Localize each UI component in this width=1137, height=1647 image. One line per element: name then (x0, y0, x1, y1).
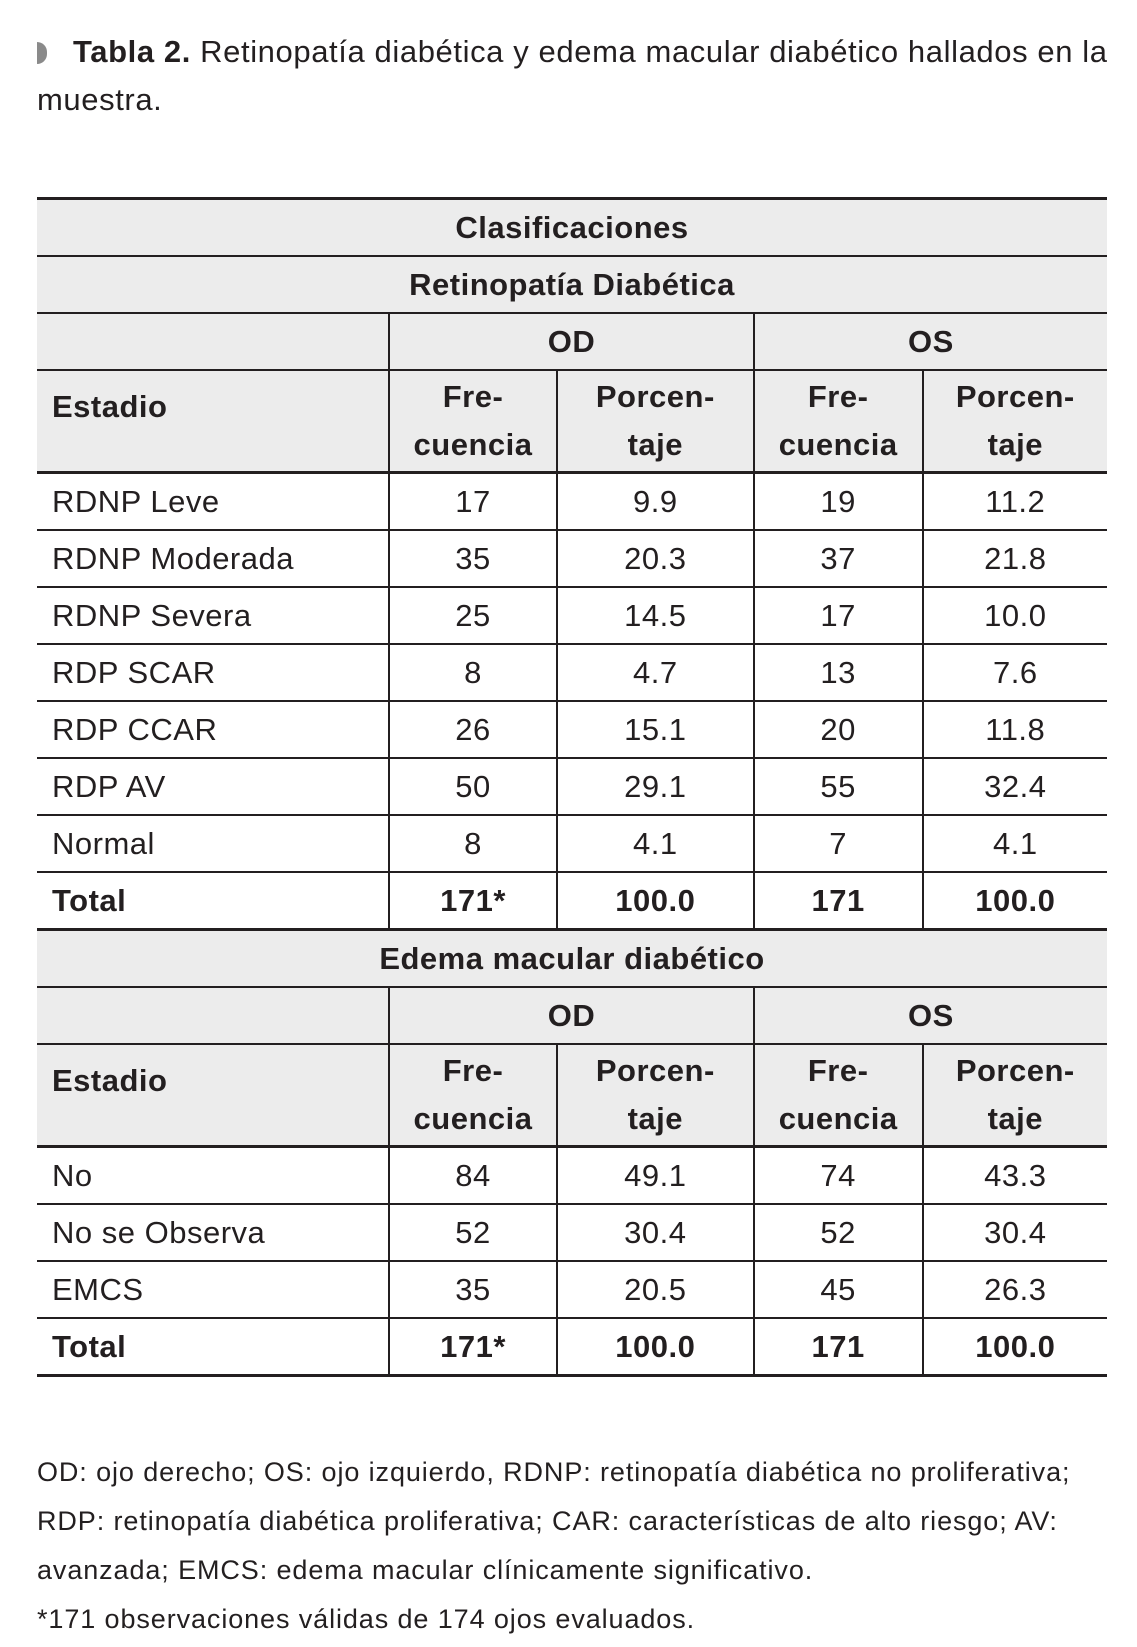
header-line-2: taje (627, 427, 684, 462)
total-os-frequency: 171 (754, 1318, 923, 1376)
column-header-row (37, 370, 1107, 473)
table-row (37, 644, 1107, 701)
column-header-os-frequency (754, 370, 923, 473)
total-od-frequency: 171* (389, 1318, 557, 1376)
column-header-od-percentage (557, 1044, 754, 1147)
header-line-1: Porcen- (955, 379, 1075, 414)
cell-od-percentage: 20.5 (557, 1261, 754, 1318)
section-title-row (37, 256, 1107, 313)
cell-od-percentage: 29.1 (557, 758, 754, 815)
cell-od-percentage: 14.5 (557, 587, 754, 644)
table-footnotes (37, 1448, 1109, 1644)
total-od-percentage: 100.0 (557, 872, 754, 930)
header-line-1: Porcen- (595, 1053, 715, 1088)
header-line-2: taje (987, 427, 1043, 462)
cell-od-percentage: 49.1 (557, 1147, 754, 1205)
total-row (37, 1318, 1107, 1376)
total-od-frequency: 171* (389, 872, 557, 930)
section-title-row (37, 930, 1107, 988)
cell-os-percentage: 7.6 (923, 644, 1107, 701)
group-header-od: OD (389, 987, 754, 1044)
column-header-os-percentage (923, 370, 1107, 473)
cell-os-frequency: 17 (754, 587, 923, 644)
column-header-row (37, 1044, 1107, 1147)
cell-os-percentage: 10.0 (923, 587, 1107, 644)
cell-os-percentage: 43.3 (923, 1147, 1107, 1205)
total-os-percentage: 100.0 (923, 1318, 1107, 1376)
row-label: RDP SCAR (52, 654, 216, 690)
cell-od-frequency: 25 (389, 587, 557, 644)
caption-text: Retinopatía diabética y edema macular diabético hallados en la muestra. (37, 34, 1108, 117)
column-header-os-frequency (754, 1044, 923, 1147)
group-header-os: OS (754, 987, 1107, 1044)
cell-os-percentage: 11.2 (923, 473, 1107, 531)
total-od-percentage: 100.0 (557, 1318, 754, 1376)
group-header-row (37, 313, 1107, 370)
header-line-1: Fre- (807, 1053, 869, 1088)
table-row (37, 758, 1107, 815)
cell-os-frequency: 45 (754, 1261, 923, 1318)
table-row (37, 587, 1107, 644)
cell-os-frequency: 20 (754, 701, 923, 758)
column-header-od-frequency (389, 370, 557, 473)
table-header: Clasificaciones (37, 199, 1107, 257)
table-row (37, 701, 1107, 758)
column-header-od-percentage (557, 370, 754, 473)
header-line-2: cuencia (778, 1101, 898, 1136)
cell-os-percentage: 26.3 (923, 1261, 1107, 1318)
header-line-1: Fre- (442, 1053, 504, 1088)
cell-od-frequency: 8 (389, 815, 557, 872)
table-header-row (37, 199, 1107, 257)
row-label: Normal (52, 825, 155, 861)
cell-os-frequency: 52 (754, 1204, 923, 1261)
cell-od-percentage: 20.3 (557, 530, 754, 587)
group-header-od: OD (389, 313, 754, 370)
cell-od-frequency: 17 (389, 473, 557, 531)
table-row (37, 473, 1107, 531)
caption-bullet-icon (37, 42, 47, 64)
cell-od-percentage: 15.1 (557, 701, 754, 758)
header-line-2: cuencia (778, 427, 898, 462)
header-line-2: taje (987, 1101, 1043, 1136)
group-header-spacer (37, 313, 389, 370)
header-line-2: cuencia (413, 1101, 533, 1136)
stage-column-header: Estadio (37, 1044, 389, 1147)
table-row (37, 1204, 1107, 1261)
header-line-1: Porcen- (595, 379, 715, 414)
cell-os-percentage: 4.1 (923, 815, 1107, 872)
cell-od-frequency: 35 (389, 1261, 557, 1318)
total-label: Total (52, 1328, 127, 1364)
cell-od-frequency: 26 (389, 701, 557, 758)
row-label: RDNP Moderada (52, 540, 294, 576)
cell-od-frequency: 84 (389, 1147, 557, 1205)
group-header-os: OS (754, 313, 1107, 370)
section-title: Retinopatía Diabética (37, 256, 1107, 313)
row-label: No se Observa (52, 1214, 266, 1250)
cell-od-frequency: 35 (389, 530, 557, 587)
total-row (37, 872, 1107, 930)
results-table (37, 197, 1107, 1377)
total-label: Total (52, 882, 127, 918)
cell-od-percentage: 4.1 (557, 815, 754, 872)
cell-os-frequency: 55 (754, 758, 923, 815)
table-caption (37, 28, 1109, 124)
cell-os-frequency: 74 (754, 1147, 923, 1205)
cell-os-frequency: 19 (754, 473, 923, 531)
column-header-os-percentage (923, 1044, 1107, 1147)
stage-column-header: Estadio (37, 370, 389, 473)
cell-od-percentage: 9.9 (557, 473, 754, 531)
total-os-frequency: 171 (754, 872, 923, 930)
total-os-percentage: 100.0 (923, 872, 1107, 930)
table-row (37, 1147, 1107, 1205)
row-label: No (52, 1157, 93, 1193)
row-label: EMCS (52, 1271, 144, 1307)
table-row (37, 1261, 1107, 1318)
group-header-row (37, 987, 1107, 1044)
caption-label: Tabla 2. (73, 34, 191, 69)
row-label: RDNP Severa (52, 597, 252, 633)
header-line-2: cuencia (413, 427, 533, 462)
cell-od-frequency: 50 (389, 758, 557, 815)
cell-od-percentage: 4.7 (557, 644, 754, 701)
cell-os-percentage: 21.8 (923, 530, 1107, 587)
table-row (37, 815, 1107, 872)
column-header-od-frequency (389, 1044, 557, 1147)
cell-os-frequency: 7 (754, 815, 923, 872)
row-label: RDP CCAR (52, 711, 218, 747)
row-label: RDP AV (52, 768, 166, 804)
group-header-spacer (37, 987, 389, 1044)
header-line-1: Fre- (442, 379, 504, 414)
cell-os-percentage: 32.4 (923, 758, 1107, 815)
cell-od-frequency: 52 (389, 1204, 557, 1261)
cell-od-frequency: 8 (389, 644, 557, 701)
valid-observations-note: *171 observaciones válidas de 174 ojos evaluados. (37, 1604, 696, 1634)
cell-od-percentage: 30.4 (557, 1204, 754, 1261)
cell-os-percentage: 11.8 (923, 701, 1107, 758)
cell-os-frequency: 13 (754, 644, 923, 701)
abbreviations-note: OD: ojo derecho; OS: ojo izquierdo, RDNP: retinopatía diabética no proliferativa; RDP: retinopatía diabética proliferativa; CAR: características de alto riesgo; AV: avanzada; EMCS: edema macular clínicamente significativo. (37, 1457, 1071, 1585)
header-line-1: Porcen- (955, 1053, 1075, 1088)
cell-os-percentage: 30.4 (923, 1204, 1107, 1261)
cell-os-frequency: 37 (754, 530, 923, 587)
header-line-1: Fre- (807, 379, 869, 414)
row-label: RDNP Leve (52, 483, 220, 519)
header-line-2: taje (627, 1101, 684, 1136)
table-row (37, 530, 1107, 587)
section-title: Edema macular diabético (37, 930, 1107, 988)
